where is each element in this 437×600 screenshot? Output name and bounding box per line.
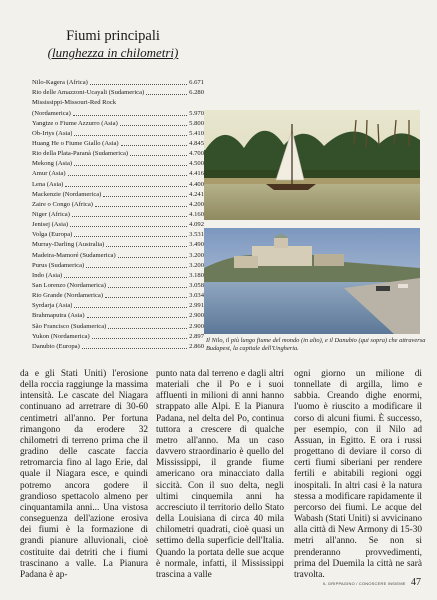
river-row xyxy=(32,331,204,341)
river-length: 6.280 xyxy=(189,89,204,97)
river-length: 3.180 xyxy=(189,271,204,279)
river-name: Mackenzie (Nordamerica) xyxy=(32,190,102,198)
river-row xyxy=(32,260,204,270)
dot-leader xyxy=(92,338,187,339)
river-name: Jenisej (Asia) xyxy=(32,221,69,229)
dot-leader xyxy=(74,307,187,308)
photo-caption: Il Nilo, il più lungo fiume del mondo (in alto), e il Danubio (qui sopra) che attraversa Budapest, la capitale dell'Ungheria. xyxy=(206,337,426,353)
river-name: Brahmaputra (Asia) xyxy=(32,312,85,320)
river-row xyxy=(32,239,204,249)
river-length: 4.241 xyxy=(189,190,204,198)
river-row xyxy=(32,341,204,351)
river-name: Rio della Plata-Paranà (Sudamerica) xyxy=(32,150,129,158)
river-length: 5.970 xyxy=(189,109,204,117)
river-name: Rio delle Amazzoni-Ucayali (Sudamerica) xyxy=(32,89,145,97)
dot-leader xyxy=(90,84,187,85)
footer-source: IL GRIPPAGINO / CONOSCERE INSIEME xyxy=(323,581,406,586)
dot-leader xyxy=(121,145,188,146)
river-row xyxy=(32,219,204,229)
river-name: Yangtze o Fiume Azzurro (Asia) xyxy=(32,119,118,127)
river-list xyxy=(32,77,204,351)
river-row xyxy=(32,290,204,300)
dot-leader xyxy=(73,115,187,116)
river-name: Zaire o Congo (Africa) xyxy=(32,200,93,208)
river-row xyxy=(32,107,204,117)
river-name: (Nordamerica) xyxy=(32,109,71,117)
dot-leader xyxy=(87,317,188,318)
river-length: 4.845 xyxy=(189,139,204,147)
dot-leader xyxy=(74,236,187,237)
river-row xyxy=(32,148,204,158)
river-length: 3.531 xyxy=(189,231,204,239)
river-length: 2.900 xyxy=(189,322,204,330)
river-length: 4.092 xyxy=(189,221,204,229)
river-name: Indo (Asia) xyxy=(32,271,63,279)
river-name: Huang He o Fiume Giallo (Asia) xyxy=(32,139,119,147)
river-row xyxy=(32,178,204,188)
river-name: Rio Grande (Nordamerica) xyxy=(32,292,104,300)
river-row xyxy=(32,77,204,87)
table-subtitle: (lunghezza in chilometri) xyxy=(47,45,179,60)
river-row xyxy=(32,87,204,97)
river-row xyxy=(32,199,204,209)
dot-leader xyxy=(86,267,187,268)
dot-leader xyxy=(146,94,187,95)
river-row xyxy=(32,128,204,138)
river-row xyxy=(32,158,204,168)
river-row xyxy=(32,138,204,148)
river-length: 4.700 xyxy=(189,150,204,158)
dot-leader xyxy=(118,257,187,258)
river-length: 4.400 xyxy=(189,180,204,188)
river-row xyxy=(32,280,204,290)
river-length: 4.500 xyxy=(189,160,204,168)
river-length: 2.860 xyxy=(189,342,204,350)
dot-leader xyxy=(72,216,187,217)
river-name: Amur (Asia) xyxy=(32,170,66,178)
river-length: 3.200 xyxy=(189,251,204,259)
river-name: Niger (Africa) xyxy=(32,210,70,218)
river-row xyxy=(32,310,204,320)
river-name: Murray-Darling (Australia) xyxy=(32,241,105,249)
dot-leader xyxy=(95,206,187,207)
river-length: 2.991 xyxy=(189,302,204,310)
dot-leader xyxy=(103,196,187,197)
river-name: Ob-Irtys (Asia) xyxy=(32,129,73,137)
dot-leader xyxy=(130,155,187,156)
river-name: Lena (Asia) xyxy=(32,180,64,188)
river-row xyxy=(32,320,204,330)
dot-leader xyxy=(64,277,187,278)
dot-leader xyxy=(82,348,187,349)
river-length: 3.058 xyxy=(189,281,204,289)
dot-leader xyxy=(74,135,187,136)
river-length: 5.800 xyxy=(189,119,204,127)
table-title: Fiumi principali xyxy=(66,28,160,44)
nile-photo xyxy=(204,110,420,220)
river-row xyxy=(32,300,204,310)
river-row xyxy=(32,229,204,239)
dot-leader xyxy=(65,186,187,187)
page-number: 47 xyxy=(411,577,421,588)
river-length: 2.897 xyxy=(189,332,204,340)
dot-leader xyxy=(105,297,187,298)
river-length: 4.416 xyxy=(189,170,204,178)
river-name: São Francisco (Sudamerica) xyxy=(32,322,107,330)
river-length: 6.671 xyxy=(189,79,204,87)
river-name: Danubio (Europa) xyxy=(32,342,80,350)
river-row xyxy=(32,209,204,219)
dot-leader xyxy=(106,246,187,247)
river-name: Madeira-Mamoré (Sudamerica) xyxy=(32,251,116,259)
river-name: Volga (Europa) xyxy=(32,231,73,239)
river-row xyxy=(32,189,204,199)
dot-leader xyxy=(120,125,187,126)
river-row xyxy=(32,249,204,259)
rivers-table xyxy=(24,14,202,354)
river-length: 4.160 xyxy=(189,210,204,218)
river-length: 4.200 xyxy=(189,200,204,208)
river-length: 5.410 xyxy=(189,129,204,137)
river-length: 3.200 xyxy=(189,261,204,269)
river-name: Purus (Sudamerica) xyxy=(32,261,85,269)
danube-budapest-photo xyxy=(204,228,420,334)
dot-leader xyxy=(108,328,187,329)
river-name: Mississippi-Missouri-Red Rock xyxy=(32,99,117,107)
body-column-2: punto nata dal terreno e dagli altri materiali che il Po e i suoi affluenti in milioni di anni hanno strappato alle Alpi. E la Pianura Padana, nel delta del Po, continua tuttora a crescere di qualche metro all'anno. Ma un caso davvero straordinario è quello del Mississippi, il grande fiume americano ora minacciato dalla siccità. Con il suo delta, negli ultimi cinquemila anni ha accresciuto il territorio dello Stato della Louisiana di circa 40 mila chilometri quadrati, cioè quasi un settimo della superficie dell'Italia. Quando la portata delle sue acque è normale, infatti, il Mississippi trascina a valle xyxy=(156,369,284,580)
river-name: Mekong (Asia) xyxy=(32,160,73,168)
river-name: Syrdarja (Asia) xyxy=(32,302,73,310)
river-length: 3.490 xyxy=(189,241,204,249)
river-name: Yukon (Nordamerica) xyxy=(32,332,90,340)
river-row xyxy=(32,118,204,128)
dot-leader xyxy=(70,226,187,227)
body-column-3: ogni giorno un milione di tonnellate di argilla, limo e sabbia. Creando dighe enormi, l'uomo è riuscito a modificare il corso di alcuni fiumi. È successo, per esempio, con il Nilo ad Assuan, in Egitto. E ora i russi progettano di deviare il corso di certi fiumi siberiani per rendere fertili e abitabili regioni oggi inospitali. In altri casi è la natura stessa a modificare rapidamente il percorso dei fiumi. Le acque del Wabash (Stati Uniti) si avvicinano alla città di New Armony di 15-30 metri all'anno. Se non si prenderanno provvedimenti, prima del Duemila la città ne sarà travolta. xyxy=(294,369,422,580)
body-column-1: da e gli Stati Uniti) l'erosione della roccia raggiunge la massima intensità. Le cascate del Niagara continuano ad arretrare di 30-60 centimetri all'anno. Per fortuna rimangono da erodere 32 chilometri di terreno prima che il gradino delle cascate faccia retromarcia fino al lago Erie, dal quale il Niagara esce, e quindi potremo ancora godere il grandioso spettacolo almeno per cinquantamila anni... Una vistosa conseguenza dell'azione erosiva dei fiumi è la formazione di grandi pianure alluvionali, cioè costituite dai detriti che i fiumi trascinano a valle. La Pianura Padana è ap- xyxy=(20,369,148,580)
river-name: Nilo-Kagera (Africa) xyxy=(32,79,88,87)
dot-leader xyxy=(68,175,188,176)
river-row xyxy=(32,270,204,280)
dot-leader xyxy=(74,165,187,166)
river-row xyxy=(32,97,204,107)
river-length: 2.900 xyxy=(189,312,204,320)
river-length: 3.034 xyxy=(189,292,204,300)
river-row xyxy=(32,168,204,178)
dot-leader xyxy=(108,287,187,288)
river-name: San Lorenzo (Nordamerica) xyxy=(32,281,106,289)
